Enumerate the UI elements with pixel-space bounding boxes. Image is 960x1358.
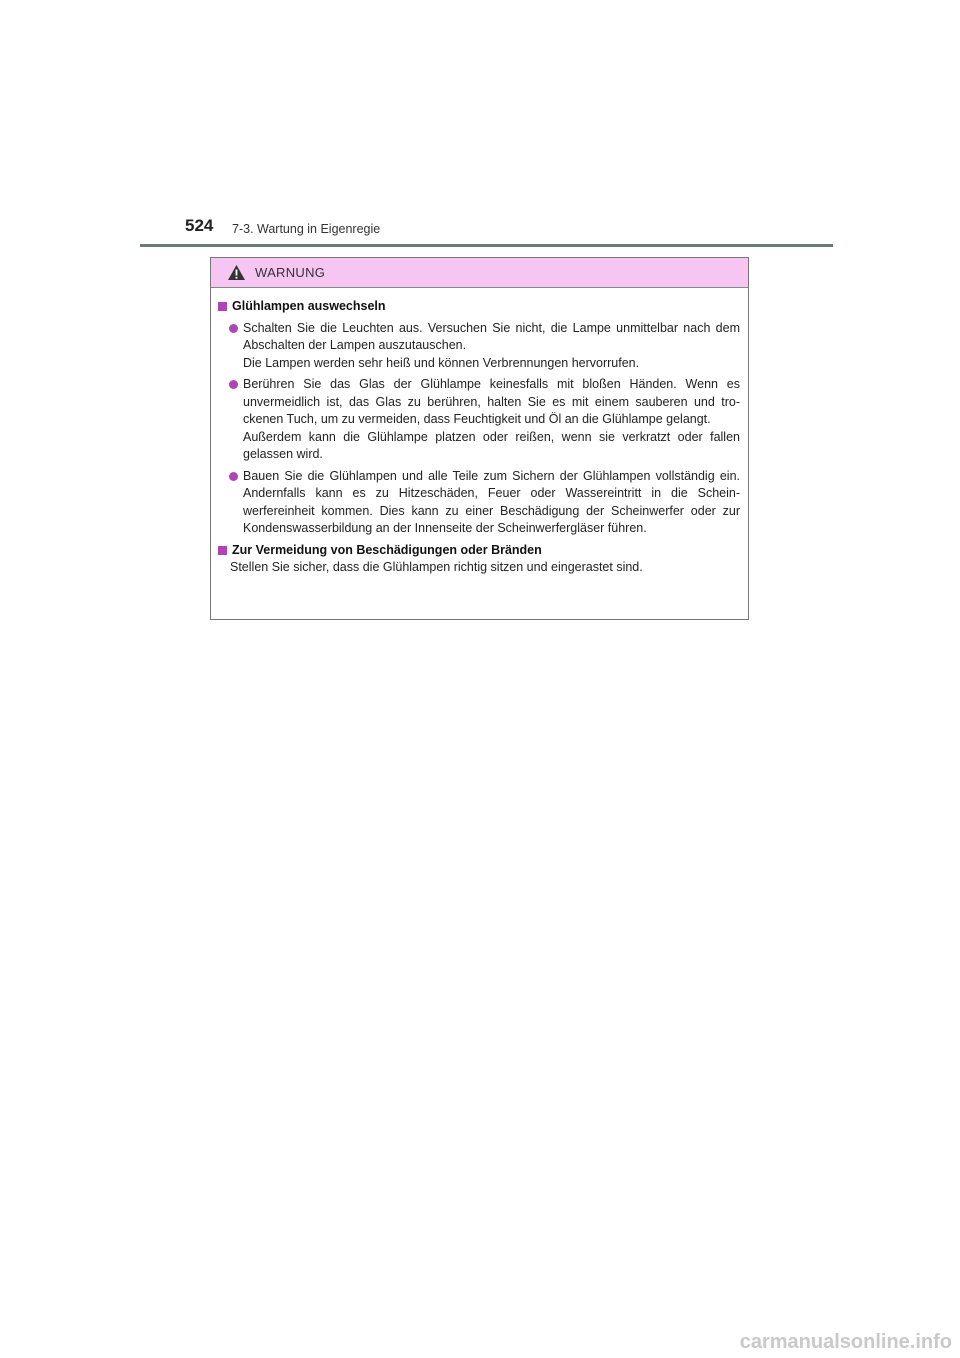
round-bullet-icon [229,324,238,333]
section-heading [218,542,740,560]
section-heading-text: Glühlampen auswechseln [232,299,386,313]
section-heading-text: Zur Vermeidung von Beschädigungen oder Bränden [232,542,542,557]
list-item-text: Schalten Sie die Leuchten aus. Versuchen Sie nicht, die Lampe unmittelbar nach dem Abschalten der Lampen auszutauschen. [243,320,740,352]
round-bullet-icon [229,380,238,389]
warning-triangle-icon [227,264,246,281]
header-rule [140,244,833,247]
round-bullet-icon [229,472,238,481]
page-number: 524 [185,216,214,235]
section-title: 7-3. Wartung in Eigenregie [232,222,381,236]
warning-title: WARNUNG [255,265,326,280]
warning-header [211,258,748,288]
watermark: carmanualsonline.info [739,1331,952,1353]
list-item [218,468,740,538]
list-item-text: Bauen Sie die Glühlampen und alle Teile zum Sichern der Glühlampen vollständig ein. Andernfalls kann es zu Hitzeschäden, Feuer oder Wassereintritt in die Schein-werfereinheit kommen. Dies kann zu einer Beschädigung der Scheinwerfer oder zur Kondenswasserbildung an der Innenseite der Scheinwerfergläser führen. [243,468,740,535]
section-heading [218,298,740,316]
list-item [218,320,740,373]
warning-body [211,288,748,577]
list-item-text: Berühren Sie das Glas der Glühlampe keinesfalls mit bloßen Händen. Wenn es unvermeidlich ist, das Glas zu berühren, halten Sie es mit einem sauberen und tro-ckenen Tuch, um zu vermeiden, dass Feuchtigkeit und Öl an die Glühlampe gelangt. [243,377,740,426]
warning-box [210,257,749,620]
section-text: Stellen Sie sicher, dass die Glühlampen richtig sitzen und eingerastet sind. [230,560,643,574]
list-item-text: Außerdem kann die Glühlampe platzen oder reißen, wenn sie verkratzt oder fallen gelassen wird. [243,429,740,461]
list-item [218,376,740,464]
square-bullet-icon [218,302,227,311]
square-bullet-icon [218,546,227,555]
list-item-text: Die Lampen werden sehr heiß und können Verbrennungen hervorrufen. [243,355,640,370]
